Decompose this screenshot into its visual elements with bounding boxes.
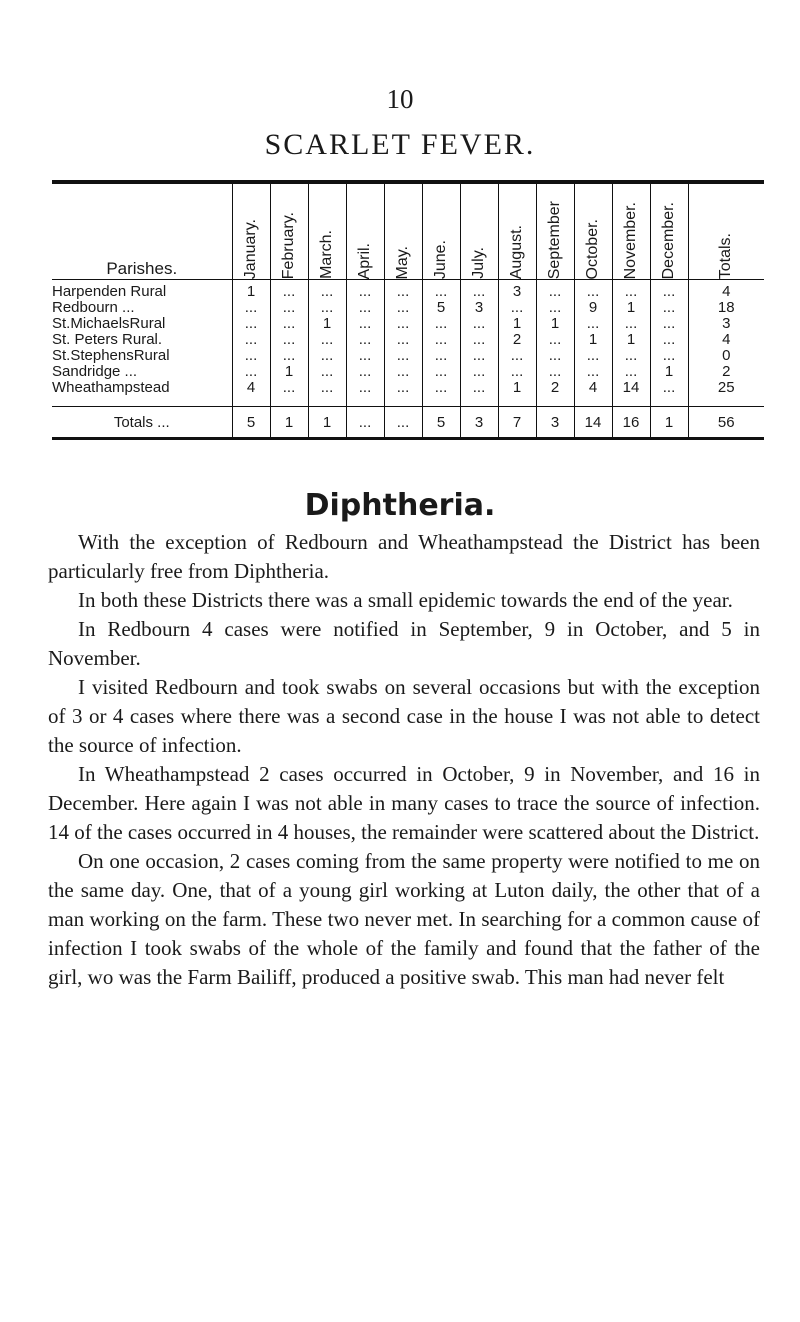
month-total: 3 (460, 407, 498, 439)
row-total: 4 (688, 332, 764, 348)
case-count: 5 (422, 300, 460, 316)
month-total: 1 (650, 407, 688, 439)
case-count: ... (422, 332, 460, 348)
table-row (52, 348, 764, 364)
scarlet-fever-table (52, 180, 764, 440)
parish-name: Harpenden Rural (52, 283, 167, 300)
case-count: ... (346, 280, 384, 301)
case-count: ... (612, 348, 650, 364)
month-header-label: September (546, 200, 563, 279)
parish-name: St. Peters Rural. (52, 331, 163, 348)
row-total: 18 (688, 300, 764, 316)
case-count: ... (574, 348, 612, 364)
case-count: ... (574, 364, 612, 380)
table-row (52, 280, 764, 301)
month-total: 7 (498, 407, 536, 439)
case-count: ... (460, 332, 498, 348)
case-count: ... (346, 380, 384, 407)
case-count: ... (612, 316, 650, 332)
parish-name: Sandridge ... (52, 363, 138, 380)
case-count: 14 (612, 380, 650, 407)
case-count: 1 (308, 316, 346, 332)
case-count: ... (384, 280, 422, 301)
case-count: 4 (232, 380, 270, 407)
case-count: ... (384, 332, 422, 348)
case-count: ... (574, 280, 612, 301)
month-header-label: July. (470, 247, 487, 279)
row-total: 25 (688, 380, 764, 407)
case-count: ... (346, 316, 384, 332)
case-count: 1 (650, 364, 688, 380)
case-count: ... (536, 348, 574, 364)
case-count: ... (384, 380, 422, 407)
case-count: ... (460, 348, 498, 364)
case-count: ... (308, 348, 346, 364)
case-count: 1 (612, 300, 650, 316)
case-count: ... (308, 332, 346, 348)
case-count: ... (346, 300, 384, 316)
case-count: 2 (498, 332, 536, 348)
case-count: ... (460, 364, 498, 380)
paragraph: With the exception of Redbourn and Wheathampstead the District has been particularly free from Diphtheria. (48, 530, 760, 583)
case-count: ... (384, 364, 422, 380)
totals-label: Totals ... (52, 407, 232, 439)
totals-header (688, 182, 764, 280)
section-title: SCARLET FEVER. (264, 128, 536, 161)
row-total: 2 (688, 364, 764, 380)
month-header-label: May. (394, 245, 411, 279)
case-count: 3 (460, 300, 498, 316)
case-count: ... (308, 380, 346, 407)
parish-name: Redbourn ... (52, 299, 135, 316)
case-count: 2 (536, 380, 574, 407)
month-header (536, 182, 574, 280)
case-count: ... (270, 316, 308, 332)
month-header (650, 182, 688, 280)
case-count: 1 (270, 364, 308, 380)
case-count: ... (384, 316, 422, 332)
paragraph: I visited Redbourn and took swabs on several occasions but with the exception of 3 or 4 cases where there was a second case in the house I was not able to detect the source of infection. (48, 675, 760, 757)
month-total: 1 (308, 407, 346, 439)
case-count: ... (650, 300, 688, 316)
case-count: 1 (498, 380, 536, 407)
month-header (232, 182, 270, 280)
case-count: ... (232, 364, 270, 380)
case-count: ... (536, 280, 574, 301)
case-count: ... (270, 348, 308, 364)
case-count: ... (650, 348, 688, 364)
month-total: 5 (232, 407, 270, 439)
case-count: ... (612, 280, 650, 301)
case-count: ... (650, 280, 688, 301)
paragraph: In both these Districts there was a small epidemic towards the end of the year. (78, 588, 733, 612)
case-count: ... (422, 280, 460, 301)
case-count: ... (270, 280, 308, 301)
row-total: 0 (688, 348, 764, 364)
case-count: ... (650, 316, 688, 332)
row-total: 3 (688, 316, 764, 332)
case-count: ... (346, 348, 384, 364)
month-header-label: January. (242, 218, 259, 279)
case-count: 9 (574, 300, 612, 316)
case-count: ... (346, 332, 384, 348)
month-header (346, 182, 384, 280)
month-header (308, 182, 346, 280)
parishes-header: Parishes. (52, 182, 232, 280)
month-header (612, 182, 650, 280)
case-count: ... (536, 332, 574, 348)
case-count: 1 (498, 316, 536, 332)
case-count: 1 (232, 280, 270, 301)
parish-name: Wheathampstead (52, 379, 170, 396)
month-total: 14 (574, 407, 612, 439)
table-body (52, 280, 764, 407)
parish-name: St.MichaelsRural (52, 315, 166, 332)
month-header-label: June. (432, 239, 449, 279)
case-count: ... (232, 332, 270, 348)
month-header-label: March. (318, 230, 335, 279)
month-header-label: April. (356, 242, 373, 279)
case-count: ... (232, 316, 270, 332)
case-count: ... (536, 300, 574, 316)
case-count: ... (270, 300, 308, 316)
totals-header-label: Totals. (717, 232, 735, 279)
month-total: 16 (612, 407, 650, 439)
diphtheria-heading: Diphtheria. (304, 488, 496, 523)
month-header (270, 182, 308, 280)
case-count: ... (232, 348, 270, 364)
table-row (52, 316, 764, 332)
table-row (52, 380, 764, 407)
month-total: ... (346, 407, 384, 439)
month-header (574, 182, 612, 280)
case-count: ... (460, 280, 498, 301)
case-count: ... (650, 332, 688, 348)
month-header-label: February. (280, 211, 297, 279)
table-row (52, 332, 764, 348)
case-count: ... (270, 380, 308, 407)
month-header-label: November. (622, 201, 639, 279)
case-count: ... (422, 364, 460, 380)
month-header (422, 182, 460, 280)
month-total: 5 (422, 407, 460, 439)
case-count: ... (422, 380, 460, 407)
table-header-row (52, 182, 764, 280)
month-header (460, 182, 498, 280)
case-count: ... (612, 364, 650, 380)
case-count: ... (422, 348, 460, 364)
paragraph: In Wheathampstead 2 cases occurred in October, 9 in November, and 16 in December. Here again I was not able in many cases to trace the source of infection. 14 of the cases occurred in 4 houses, the remainder were scattered about the District. (48, 762, 760, 844)
case-count: ... (308, 364, 346, 380)
case-count: ... (574, 316, 612, 332)
case-count: ... (460, 380, 498, 407)
month-total: ... (384, 407, 422, 439)
case-count: ... (422, 316, 460, 332)
case-count: ... (460, 316, 498, 332)
case-count: ... (498, 364, 536, 380)
case-count: ... (498, 348, 536, 364)
cases-table (52, 180, 764, 440)
row-total: 4 (688, 280, 764, 301)
table-row (52, 364, 764, 380)
grand-total: 56 (688, 407, 764, 439)
case-count: 1 (612, 332, 650, 348)
totals-row (52, 407, 764, 439)
case-count: ... (536, 364, 574, 380)
case-count: ... (498, 300, 536, 316)
month-header (384, 182, 422, 280)
case-count: ... (232, 300, 270, 316)
page-number: 10 (386, 84, 414, 114)
case-count: 1 (574, 332, 612, 348)
paragraph: In Redbourn 4 cases were notified in September, 9 in October, and 5 in November. (48, 617, 760, 670)
case-count: ... (308, 300, 346, 316)
case-count: 4 (574, 380, 612, 407)
month-total: 1 (270, 407, 308, 439)
month-header-label: August. (508, 224, 525, 279)
parish-name: St.StephensRural (52, 347, 170, 364)
paragraph: On one occasion, 2 cases coming from the same property were notified to me on the same day. One, that of a young girl working at Luton daily, the other that of a man working on the farm. These two never met. In searching for a common cause of infection I took swabs of the whole of the family and found that the father of the girl, wo was the Farm Bailiff, produced a positive swab. This man had never felt (48, 849, 760, 989)
table-row (52, 300, 764, 316)
case-count: ... (384, 348, 422, 364)
case-count: 3 (498, 280, 536, 301)
case-count: ... (270, 332, 308, 348)
case-count: ... (346, 364, 384, 380)
month-header (498, 182, 536, 280)
case-count: ... (650, 380, 688, 407)
case-count: 1 (536, 316, 574, 332)
month-header-label: October. (584, 218, 601, 279)
diphtheria-text (48, 528, 760, 992)
month-total: 3 (536, 407, 574, 439)
case-count: ... (308, 280, 346, 301)
month-header-label: December. (660, 201, 677, 279)
case-count: ... (384, 300, 422, 316)
